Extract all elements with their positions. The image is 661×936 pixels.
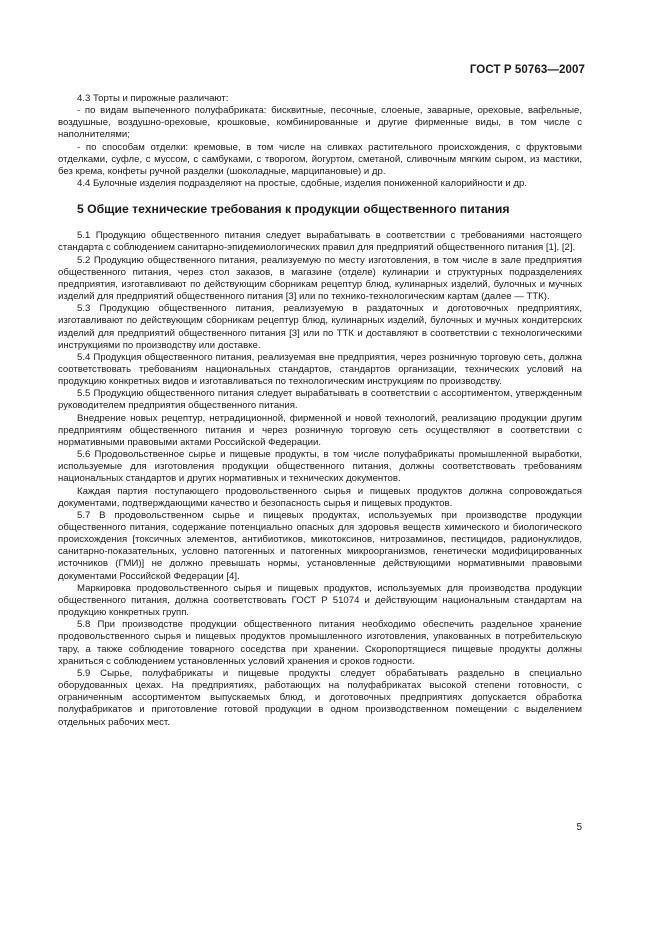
paragraph-5-5: 5.5 Продукцию общественного питания следует вырабатывать в соответствии с ассортиментом, утвержденным руководителем предприятия общественного питания. [58,388,582,412]
paragraph-5-7: 5.7 В продовольственном сырье и пищевых продуктах, используемых при производстве продукции общественного питания, содержание потенциально опасных для здоровья веществ химического и биологического происхождения [токсичных элементов, антибиотиков, микотоксинов, нитрозаминов, пестицидов, радионуклидов, санитарно-показательных, условно патогенных и патогенных микроорганизмов, генетически модифицированных источников (ГМИ)] не должно превышать нормы, установленные действующими нормативными правовыми документами Российской Федерации [4]. [58,509,582,582]
paragraph-4-3-list-a: - по видам выпеченного полуфабриката: бисквитные, песочные, слоеные, заварные, ореховые, вафельные, воздушные, воздушно-ореховые, крошковые, комбинированные и другие фирменные виды, в том числе с наполнителями; [58,105,582,141]
paragraph-5-6-continued: Каждая партия поступающего продовольственного сырья и пищевых продуктов должна сопровождаться документами, подтверждающими качество и безопасность сырья и пищевых продуктов. [58,485,582,509]
paragraph-5-9: 5.9 Сырье, полуфабрикаты и пищевые продукты следует обрабатывать раздельно в специально оборудованных цехах. На предприятиях, работающих на полуфабрикатах высокой степени готовности, с ограниченным ассортиментом выпускаемых блюд, и доготовочных предприятиях допускается обработка полуфабрикатов и приготовление готовой продукции в одном производственном помещении с выделением отдельных рабочих мест. [58,667,582,728]
paragraph-5-2: 5.2 Продукцию общественного питания, реализуемую по месту изготовления, в том числе в зале предприятия общественного питания, через стол заказов, в магазине (отделе) кулинарии и структурных подразделениях предприятия, изготавливают по действующим сборникам рецептур блюд, кулинарных изделий, булочных и мучных изделий для предприятий общественного питания [3] или по технико-технологическим картам (далее — ТТК). [58,254,582,303]
paragraph-4-3: 4.3 Торты и пирожные различают: [77,93,229,104]
paragraph-5-4: 5.4 Продукция общественного питания, реализуемая вне предприятия, через розничную торговую сеть, должна соответствовать требованиям национальных стандартов, стандартов организации, технических условий на продукцию конкретных видов и изготавливаться по технологическим инструкциям по производству. [58,351,582,388]
paragraph-5-8: 5.8 При производстве продукции общественного питания необходимо обеспечить раздельное хранение продовольственного сырья и пищевых продуктов промышленного изготовления, упакованных в потребительскую тару, а также соблюдение товарного соседства при хранении. Скоропортящиеся пищевые продукты должны храниться с соблюдением установленных условий хранения и сроков годности. [58,619,582,667]
page-number: 5 [576,822,582,833]
paragraph-5-3: 5.3 Продукцию общественного питания, реализуемую в раздаточных и доготовочных предприятиях, изготавливают по действующим сборникам рецептур блюд, кулинарных изделий, булочных и мучных кондитерских изделий для предприятий общественного питания [3] или по ТТК и доставляют в соответствии с технологическими инструкциями по производству или доставке. [58,303,582,351]
paragraph-5-6: 5.6 Продовольственное сырье и пищевые продукты, в том числе полуфабрикаты промышленной выработки, используемые для изготовления продукции общественного питания, должны соответствовать требованиям национальных стандартов и других нормативных и технических документов. [58,449,582,485]
paragraph-5-1: 5.1 Продукцию общественного питания следует вырабатывать в соответствии с требованиями настоящего стандарта с соблюдением санитарно-эпидемиологических правил для предприятий общественного питания [1], [2]. [58,230,582,254]
paragraph-5-7-continued: Маркировка продовольственного сырья и пищевых продуктов, используемых для производства продукции общественного питания, должна соответствовать ГОСТ Р 51074 и действующим национальным стандартам на продукцию конкретных групп. [58,582,582,619]
section-5-title: 5 Общие технические требования к продукции общественного питания [77,202,510,217]
paragraph-4-4: 4.4 Булочные изделия подразделяют на простые, сдобные, изделия пониженной калорийности и др. [77,178,527,190]
paragraph-5-5-continued: Внедрение новых рецептур, нетрадиционной, фирменной и новой технологий, реализацию продукции другим предприятиям общественного питания и через розничную торговую сеть осуществляют в соответствии с нормативными правовыми актами Российской Федерации. [58,412,582,448]
standard-code-header: ГОСТ Р 50763—2007 [469,64,585,76]
paragraph-4-3-list-b: - по способам отделки: кремовые, в том числе на сливках растительного происхождения, с фруктовыми отделками, суфле, с муссом, с самбуками, с творогом, йогуртом, сметаной, сливочным мягким сыром, из мастики, без крема, конфеты ручной разделки (шоколадные, марципановые) и др. [58,141,582,177]
document-body [58,93,582,729]
